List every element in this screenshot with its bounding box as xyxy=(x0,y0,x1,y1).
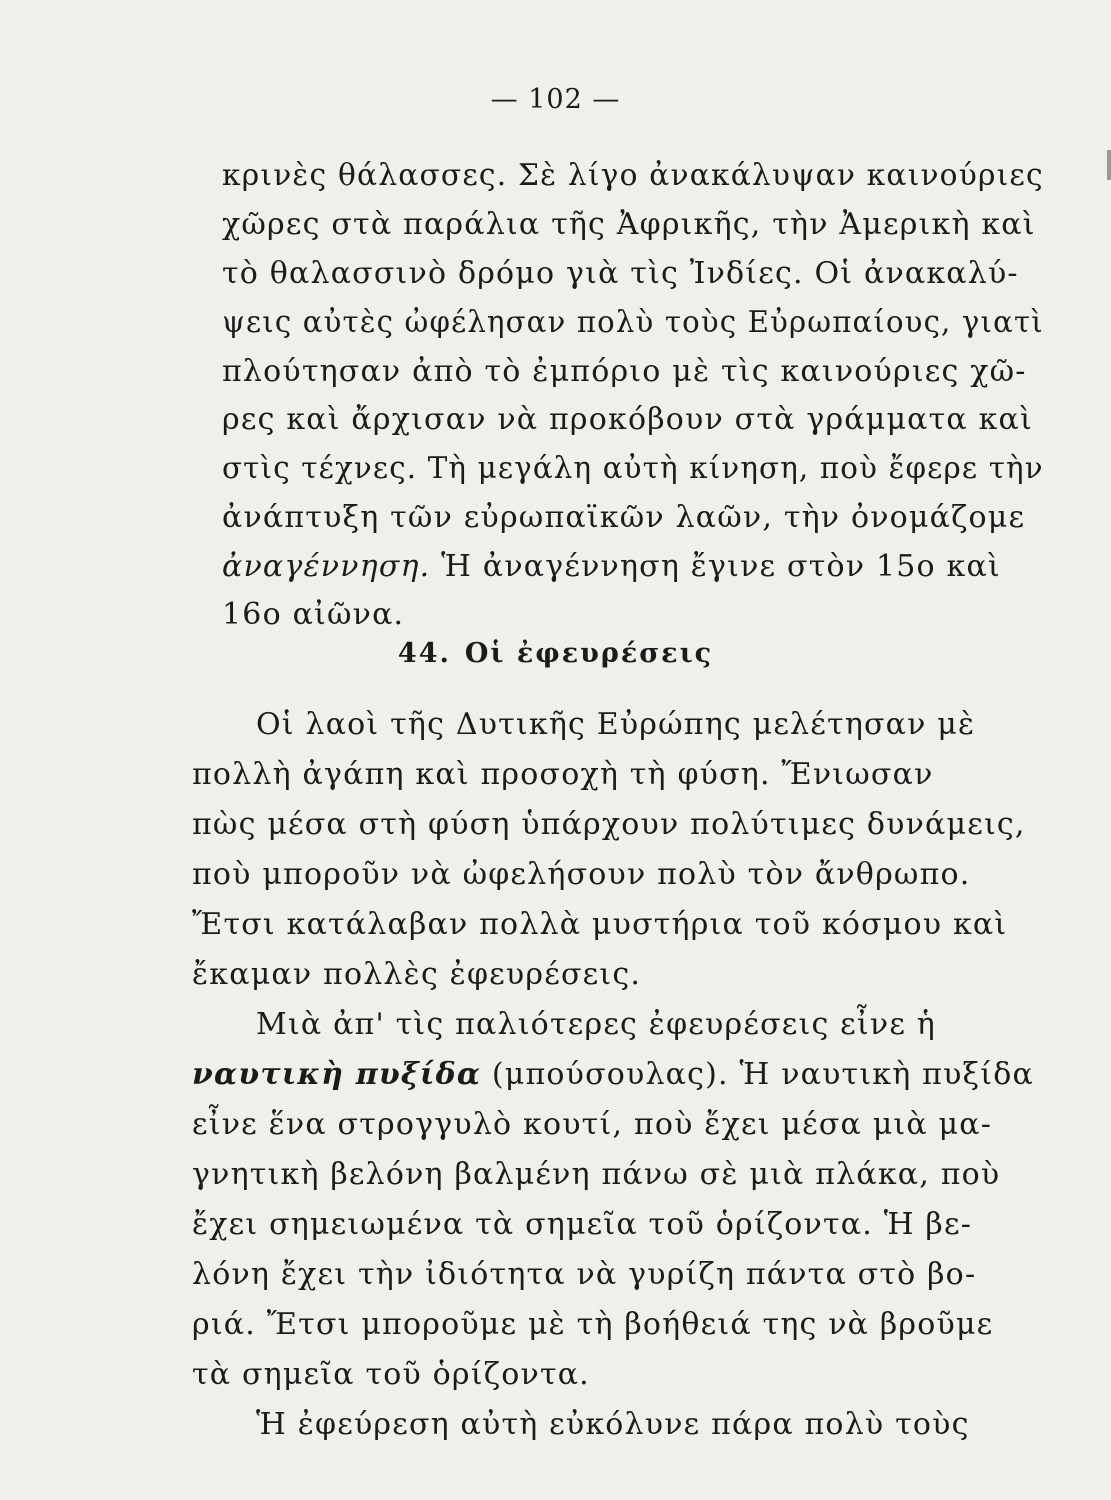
text-line: τὸ θαλασσινὸ δρόμο γιὰ τὶς Ἰνδίες. Οἱ ἀνακαλύ- xyxy=(222,256,1019,291)
page-number: — 102 — xyxy=(490,84,621,115)
renaissance-term: ἀναγέννηση. xyxy=(222,549,431,584)
text-line: χῶρες στὰ παράλια τῆς Ἀφρικῆς, τὴν Ἀμερικὴ καὶ xyxy=(222,207,1036,242)
text-line: τὰ σημεῖα τοῦ ὁρίζοντα. xyxy=(192,1357,590,1392)
section-heading xyxy=(0,636,1111,672)
text-line: Οἱ λαοὶ τῆς Δυτικῆς Εὐρώπης μελέτησαν μὲ xyxy=(256,707,976,742)
text-line xyxy=(192,1055,1034,1095)
text-line: ἔχει σημειωμένα τὰ σημεῖα τοῦ ὁρίζοντα. Ἡ βε- xyxy=(192,1207,973,1242)
text-line xyxy=(222,547,1001,587)
compass-term: ναυτικὴ πυξίδα xyxy=(192,1057,482,1092)
page-edge-mark xyxy=(1107,150,1111,180)
text-line: γνητικὴ βελόνη βαλμένη πάνω σὲ μιὰ πλάκα, ποὺ xyxy=(192,1157,1001,1192)
renaissance-rest: Ἡ ἀναγέννηση ἔγινε στὸν 15ο καὶ xyxy=(430,549,1001,584)
text-line: Ἔτσι κατάλαβαν πολλὰ μυστήρια τοῦ κόσμου καὶ xyxy=(192,907,1008,942)
text-line: εἶνε ἕνα στρογγυλὸ κουτί, ποὺ ἔχει μέσα μιὰ μα- xyxy=(192,1107,993,1142)
text-line: 16ο αἰῶνα. xyxy=(222,597,405,632)
text-line: κρινὲς θάλασσες. Σὲ λίγο ἀνακάλυψαν καινούριες xyxy=(222,158,1044,193)
text-line: πλούτησαν ἀπὸ τὸ ἐμπόριο μὲ τὶς καινούριες χῶ- xyxy=(222,354,1027,389)
text-line: ἔκαμαν πολλὲς ἐφευρέσεις. xyxy=(192,957,642,992)
text-line: ποὺ μποροῦν νὰ ὠφελήσουν πολὺ τὸν ἄνθρωπο. xyxy=(192,857,971,892)
section-title: Οἱ ἐφευρέσεις xyxy=(464,638,714,669)
text-line: Μιὰ ἀπ' τὶς παλιότερες ἐφευρέσεις εἶνε ἡ xyxy=(256,1007,936,1042)
text-line: Ἡ ἐφεύρεση αὐτὴ εὐκόλυνε πάρα πολὺ τοὺς xyxy=(256,1407,970,1442)
text-line: ἀνάπτυξη τῶν εὐρωπαϊκῶν λαῶν, τὴν ὀνομάζομε xyxy=(222,500,1026,535)
section-number: 44. xyxy=(397,638,451,669)
compass-rest: (μπούσουλας). Ἡ ναυτικὴ πυξίδα xyxy=(481,1057,1034,1092)
text-line: πὼς μέσα στὴ φύση ὑπάρχουν πολύτιμες δυνάμεις, xyxy=(192,807,1026,842)
text-line: πολλὴ ἀγάπη καὶ προσοχὴ τὴ φύση. Ἔνιωσαν xyxy=(192,757,934,792)
text-line: λόνη ἔχει τὴν ἰδιότητα νὰ γυρίζη πάντα στὸ βο- xyxy=(192,1257,977,1292)
text-line: ριά. Ἔτσι μποροῦμε μὲ τὴ βοήθειά της νὰ βροῦμε xyxy=(192,1307,994,1342)
text-line: στὶς τέχνες. Τὴ μεγάλη αὐτὴ κίνηση, ποὺ ἔφερε τὴν xyxy=(222,451,1044,486)
text-line: ψεις αὐτὲς ὠφέλησαν πολὺ τοὺς Εὐρωπαίους, γιατὶ xyxy=(222,305,1044,340)
text-line: ρες καὶ ἄρχισαν νὰ προκόβουν στὰ γράμματα καὶ xyxy=(222,402,1033,437)
